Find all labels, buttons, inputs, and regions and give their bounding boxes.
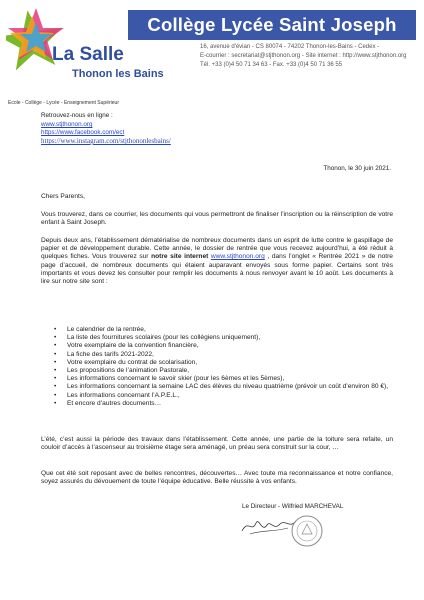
brand-la-salle: La Salle (52, 44, 124, 65)
letter-date: Thonon, le 30 juin 2021. (323, 165, 391, 172)
inline-website-link[interactable]: www.stjthonon.org (210, 253, 265, 261)
bullet-icon: • (54, 326, 57, 333)
signature-name: Le Directeur - Wilfried MARCHEVAL (242, 503, 344, 510)
school-name: Collège Lycée Saint Joseph (147, 14, 397, 35)
list-item: • Le calendrier de la rentrée, (54, 326, 146, 333)
bullet-icon: • (54, 334, 57, 342)
school-tagline: Ecole - Collège - Lycée - Enseignement Supérieur (8, 100, 119, 106)
school-title-bar (128, 10, 416, 40)
list-item: • Les informations concernant l’A.P.E.L., (54, 391, 180, 399)
bullet-icon: • (54, 350, 57, 358)
paragraph-works: L’été, c’est aussi la période des travaux dans l’établissement. Cette année, une partie de la toiture sera refaite, un couloir d’accès à l’ascenseur au troisième étage sera aménagé, un préau sera construit sur la cour, … (41, 436, 393, 452)
bullet-icon: • (54, 383, 57, 391)
documents-list (41, 326, 393, 408)
website-link[interactable]: www.stjthonon.org (41, 121, 93, 128)
facebook-link[interactable]: https://www.facebook.com/ect (41, 129, 125, 136)
paragraph-text-cont: , dans l’onglet « Rentrée 2021 » de notre page d’accueil, de nombreux documents qui étaient auparavant envoyés sous forme papier. Certains sont très importants et vous devez les consulter pour remplir les documents à nous renvoyer avant le 10 août. Les documents à lire sur notre site sont : (41, 253, 393, 286)
bullet-icon: • (54, 399, 57, 407)
bullet-icon: • (54, 358, 57, 366)
list-item: • La fiche des tarifs 2021-2022, (54, 350, 154, 358)
salutation: Chers Parents, (41, 193, 85, 200)
address-line: 16, avenue d'évian - CS 80074 - 74202 Thonon-les-Bains - Cedex - (200, 44, 380, 50)
brand-thonon-les-bains: Thonon les Bains (72, 68, 164, 80)
paragraph-closing: Que cet été soit reposant avec de belles rencontres, découvertes… Avec toute ma reconnaissance et notre confiance, soyez assurés du dévouement de toute l’équipe éducative. Belle réussite à vos enfants. (41, 470, 393, 486)
list-item: • Votre exemplaire de la convention financière, (54, 342, 199, 350)
paragraph-dematerialisation (41, 237, 393, 286)
paragraph-intro: Vous trouverez, dans ce courrier, les documents qui vous permettront de finaliser l’inscription ou la réinscription de votre enfant à Saint Joseph. (41, 211, 393, 227)
phone-line: Tél. +33 (0)4 50 71 34 63 - Fax. +33 (0)4 50 71 36 55 (200, 62, 343, 68)
list-item: • Les informations concernant la semaine LAC des élèves du niveau quatrième (prévoir un coût d’environ 80 €), (54, 383, 389, 391)
list-item: • La liste des fournitures scolaires (pour les collégiens uniquement), (54, 334, 261, 342)
site-label-bold: notre site internet (151, 253, 209, 261)
paragraph-text: Depuis deux ans, l’établissement dématérialise de nombreux documents dans un esprit de lutte contre le gaspillage de papier et de développement durable. Cette année, le dossier de rentrée que vous recevez aujourd’hui, a été réduit à quelques fiches. Vous trouverez sur (41, 237, 393, 261)
bullet-icon: • (54, 375, 57, 383)
list-item: • Les propositions de l’animation Pastorale, (54, 367, 190, 375)
bullet-icon: • (54, 367, 57, 375)
list-item: • Les informations concernant le savoir skier (pour les 6èmes et les 5èmes), (54, 375, 285, 383)
list-item: • Votre exemplaire du contrat de scolarisation, (54, 358, 198, 366)
list-item: • Et encore d’autres documents… (54, 399, 162, 407)
bullet-icon: • (54, 342, 57, 350)
bullet-icon: • (54, 391, 57, 399)
school-seal-stamp (290, 514, 324, 548)
contact-line: E-courrier : secretariat@stjthonon.org - Site internet : http://www.stjthonon.org (200, 53, 407, 59)
online-intro: Retrouvez-nous en ligne : (41, 112, 113, 119)
instagram-link[interactable]: https://www.instagram.com/stjthononlesbains/ (41, 137, 171, 145)
